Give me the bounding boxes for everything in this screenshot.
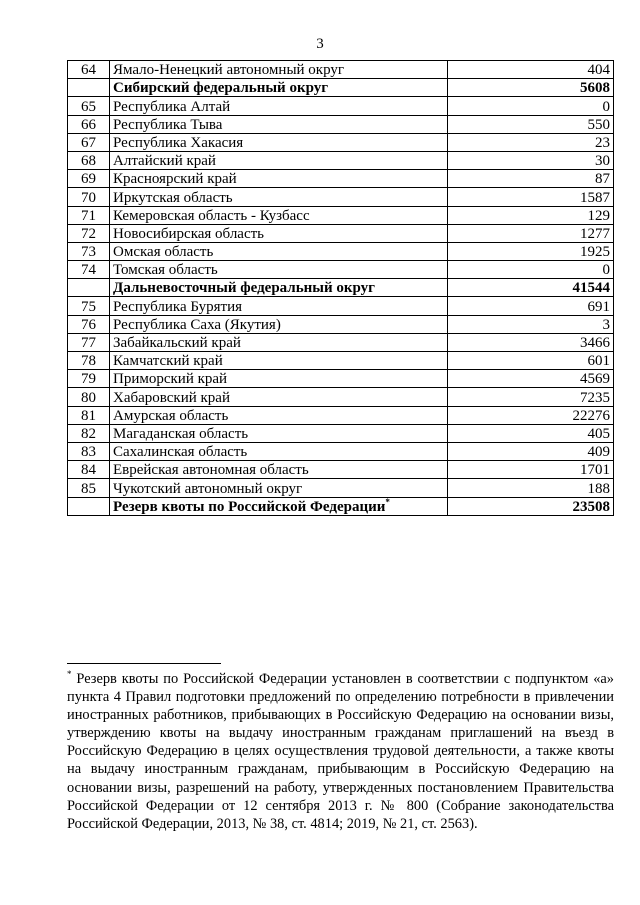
region-name	[110, 333, 448, 351]
region-name-text: Новосибирская область	[113, 225, 265, 242]
table-row-subtotal	[68, 497, 614, 515]
quota-value: 404	[448, 61, 614, 79]
region-name	[110, 497, 448, 515]
quota-value: 1587	[448, 188, 614, 206]
region-name	[110, 188, 448, 206]
quota-value: 23508	[448, 497, 614, 515]
region-name-text: Республика Хакасия	[113, 134, 244, 151]
quota-value: 22276	[448, 406, 614, 424]
region-name	[110, 442, 448, 460]
quota-value: 405	[448, 424, 614, 442]
footnote-divider	[67, 663, 221, 664]
row-number	[68, 279, 110, 297]
quota-value: 5608	[448, 79, 614, 97]
quota-value: 1925	[448, 242, 614, 260]
table-row	[68, 461, 614, 479]
table-row	[68, 224, 614, 242]
region-name-text: Хабаровский край	[113, 389, 230, 406]
region-name-text: Приморский край	[113, 371, 228, 388]
footnote	[67, 670, 614, 833]
table-row	[68, 370, 614, 388]
region-name-text: Магаданская область	[113, 425, 249, 442]
quota-value: 4569	[448, 370, 614, 388]
footnote-mark: *	[67, 669, 72, 680]
region-name-text: Чукотский автономный округ	[113, 480, 303, 497]
row-number: 72	[68, 224, 110, 242]
quota-value: 409	[448, 442, 614, 460]
region-name	[110, 97, 448, 115]
footnote-text: Резерв квоты по Российской Федерации установлен в соответствии с подпунктом «а» пункта 4 Правил подготовки предложений по определению потребности в привлечении иностранных работников, прибывающих в Российскую Федерацию на основании визы, утверждению квоты на выдачу иностранным гражданам приглашений на въезд в Российскую Федерацию в целях осуществления трудовой деятельности, а также квоты на выдачу иностранным гражданам, прибывающим в Российскую Федерацию на основании визы, разрешений на работу, утвержденных постановлением Правительства Российской Федерации от 12 сентября 2013 г. № 800 (Собрание законодательства Российской Федерации, 2013, № 38, ст. 4814; 2019, № 21, ст. 2563).	[67, 671, 614, 832]
region-name	[110, 406, 448, 424]
quota-table	[67, 60, 614, 516]
row-number: 77	[68, 333, 110, 351]
quota-value: 0	[448, 261, 614, 279]
table-row	[68, 388, 614, 406]
table-row	[68, 151, 614, 169]
quota-value: 3466	[448, 333, 614, 351]
row-number: 71	[68, 206, 110, 224]
region-name-text: Республика Саха (Якутия)	[113, 316, 281, 333]
region-name-text: Резерв квоты по Российской Федерации	[113, 498, 386, 515]
quota-value: 129	[448, 206, 614, 224]
footnote-reference-mark: *	[385, 497, 390, 507]
row-number: 79	[68, 370, 110, 388]
region-name-text: Республика Тыва	[113, 116, 223, 133]
row-number	[68, 497, 110, 515]
quota-value: 87	[448, 170, 614, 188]
table-row-subtotal	[68, 79, 614, 97]
region-name	[110, 133, 448, 151]
quota-table-body	[68, 61, 614, 516]
row-number	[68, 79, 110, 97]
quota-value: 3	[448, 315, 614, 333]
table-row	[68, 261, 614, 279]
table-row	[68, 442, 614, 460]
row-number: 81	[68, 406, 110, 424]
table-row	[68, 97, 614, 115]
region-name	[110, 151, 448, 169]
table-row	[68, 333, 614, 351]
region-name	[110, 115, 448, 133]
table-row-subtotal	[68, 279, 614, 297]
table-row	[68, 297, 614, 315]
region-name	[110, 388, 448, 406]
region-name	[110, 424, 448, 442]
region-name	[110, 479, 448, 497]
region-name-text: Еврейская автономная область	[113, 462, 309, 479]
row-number: 73	[68, 242, 110, 260]
region-name	[110, 242, 448, 260]
quota-value: 691	[448, 297, 614, 315]
table-row	[68, 115, 614, 133]
region-name-text: Кемеровская область - Кузбасс	[113, 207, 310, 224]
table-row	[68, 242, 614, 260]
region-name	[110, 370, 448, 388]
region-name	[110, 315, 448, 333]
region-name-text: Алтайский край	[113, 153, 216, 170]
table-row	[68, 206, 614, 224]
quota-value: 23	[448, 133, 614, 151]
table-row	[68, 170, 614, 188]
table-row	[68, 315, 614, 333]
region-name	[110, 61, 448, 79]
row-number: 82	[68, 424, 110, 442]
quota-value: 7235	[448, 388, 614, 406]
quota-value: 1701	[448, 461, 614, 479]
row-number: 70	[68, 188, 110, 206]
region-name-text: Ямало-Ненецкий автономный округ	[113, 62, 345, 79]
row-number: 67	[68, 133, 110, 151]
region-name-text: Сибирский федеральный округ	[113, 80, 329, 97]
region-name-text: Иркутская область	[113, 189, 233, 206]
row-number: 83	[68, 442, 110, 460]
region-name	[110, 261, 448, 279]
quota-value: 0	[448, 97, 614, 115]
row-number: 84	[68, 461, 110, 479]
quota-value: 30	[448, 151, 614, 169]
quota-value: 550	[448, 115, 614, 133]
footnote-paragraph	[67, 670, 614, 833]
row-number: 85	[68, 479, 110, 497]
table-row	[68, 133, 614, 151]
row-number: 74	[68, 261, 110, 279]
row-number: 64	[68, 61, 110, 79]
row-number: 80	[68, 388, 110, 406]
row-number: 66	[68, 115, 110, 133]
region-name-text: Омская область	[113, 244, 214, 261]
region-name-text: Забайкальский край	[113, 335, 241, 351]
region-name-text: Дальневосточный федеральный округ	[113, 280, 375, 297]
region-name	[110, 352, 448, 370]
quota-value: 1277	[448, 224, 614, 242]
region-name-text: Республика Алтай	[113, 98, 231, 115]
region-name	[110, 224, 448, 242]
quota-value: 41544	[448, 279, 614, 297]
row-number: 69	[68, 170, 110, 188]
region-name-text: Томская область	[113, 262, 218, 279]
page-number: 3	[316, 36, 324, 52]
region-name	[110, 170, 448, 188]
table-row	[68, 406, 614, 424]
region-name	[110, 461, 448, 479]
row-number: 65	[68, 97, 110, 115]
quota-value: 188	[448, 479, 614, 497]
region-name-text: Красноярский край	[113, 171, 237, 188]
table-row	[68, 479, 614, 497]
table-row	[68, 61, 614, 79]
row-number: 75	[68, 297, 110, 315]
table-row	[68, 188, 614, 206]
row-number: 78	[68, 352, 110, 370]
region-name	[110, 279, 448, 297]
region-name-text: Республика Бурятия	[113, 298, 243, 315]
table-row	[68, 352, 614, 370]
row-number: 76	[68, 315, 110, 333]
table-row	[68, 424, 614, 442]
region-name	[110, 79, 448, 97]
region-name	[110, 206, 448, 224]
row-number: 68	[68, 151, 110, 169]
region-name	[110, 297, 448, 315]
quota-value: 601	[448, 352, 614, 370]
region-name-text: Амурская область	[113, 407, 229, 424]
region-name-text: Сахалинская область	[113, 444, 248, 461]
region-name-text: Камчатский край	[113, 353, 223, 370]
